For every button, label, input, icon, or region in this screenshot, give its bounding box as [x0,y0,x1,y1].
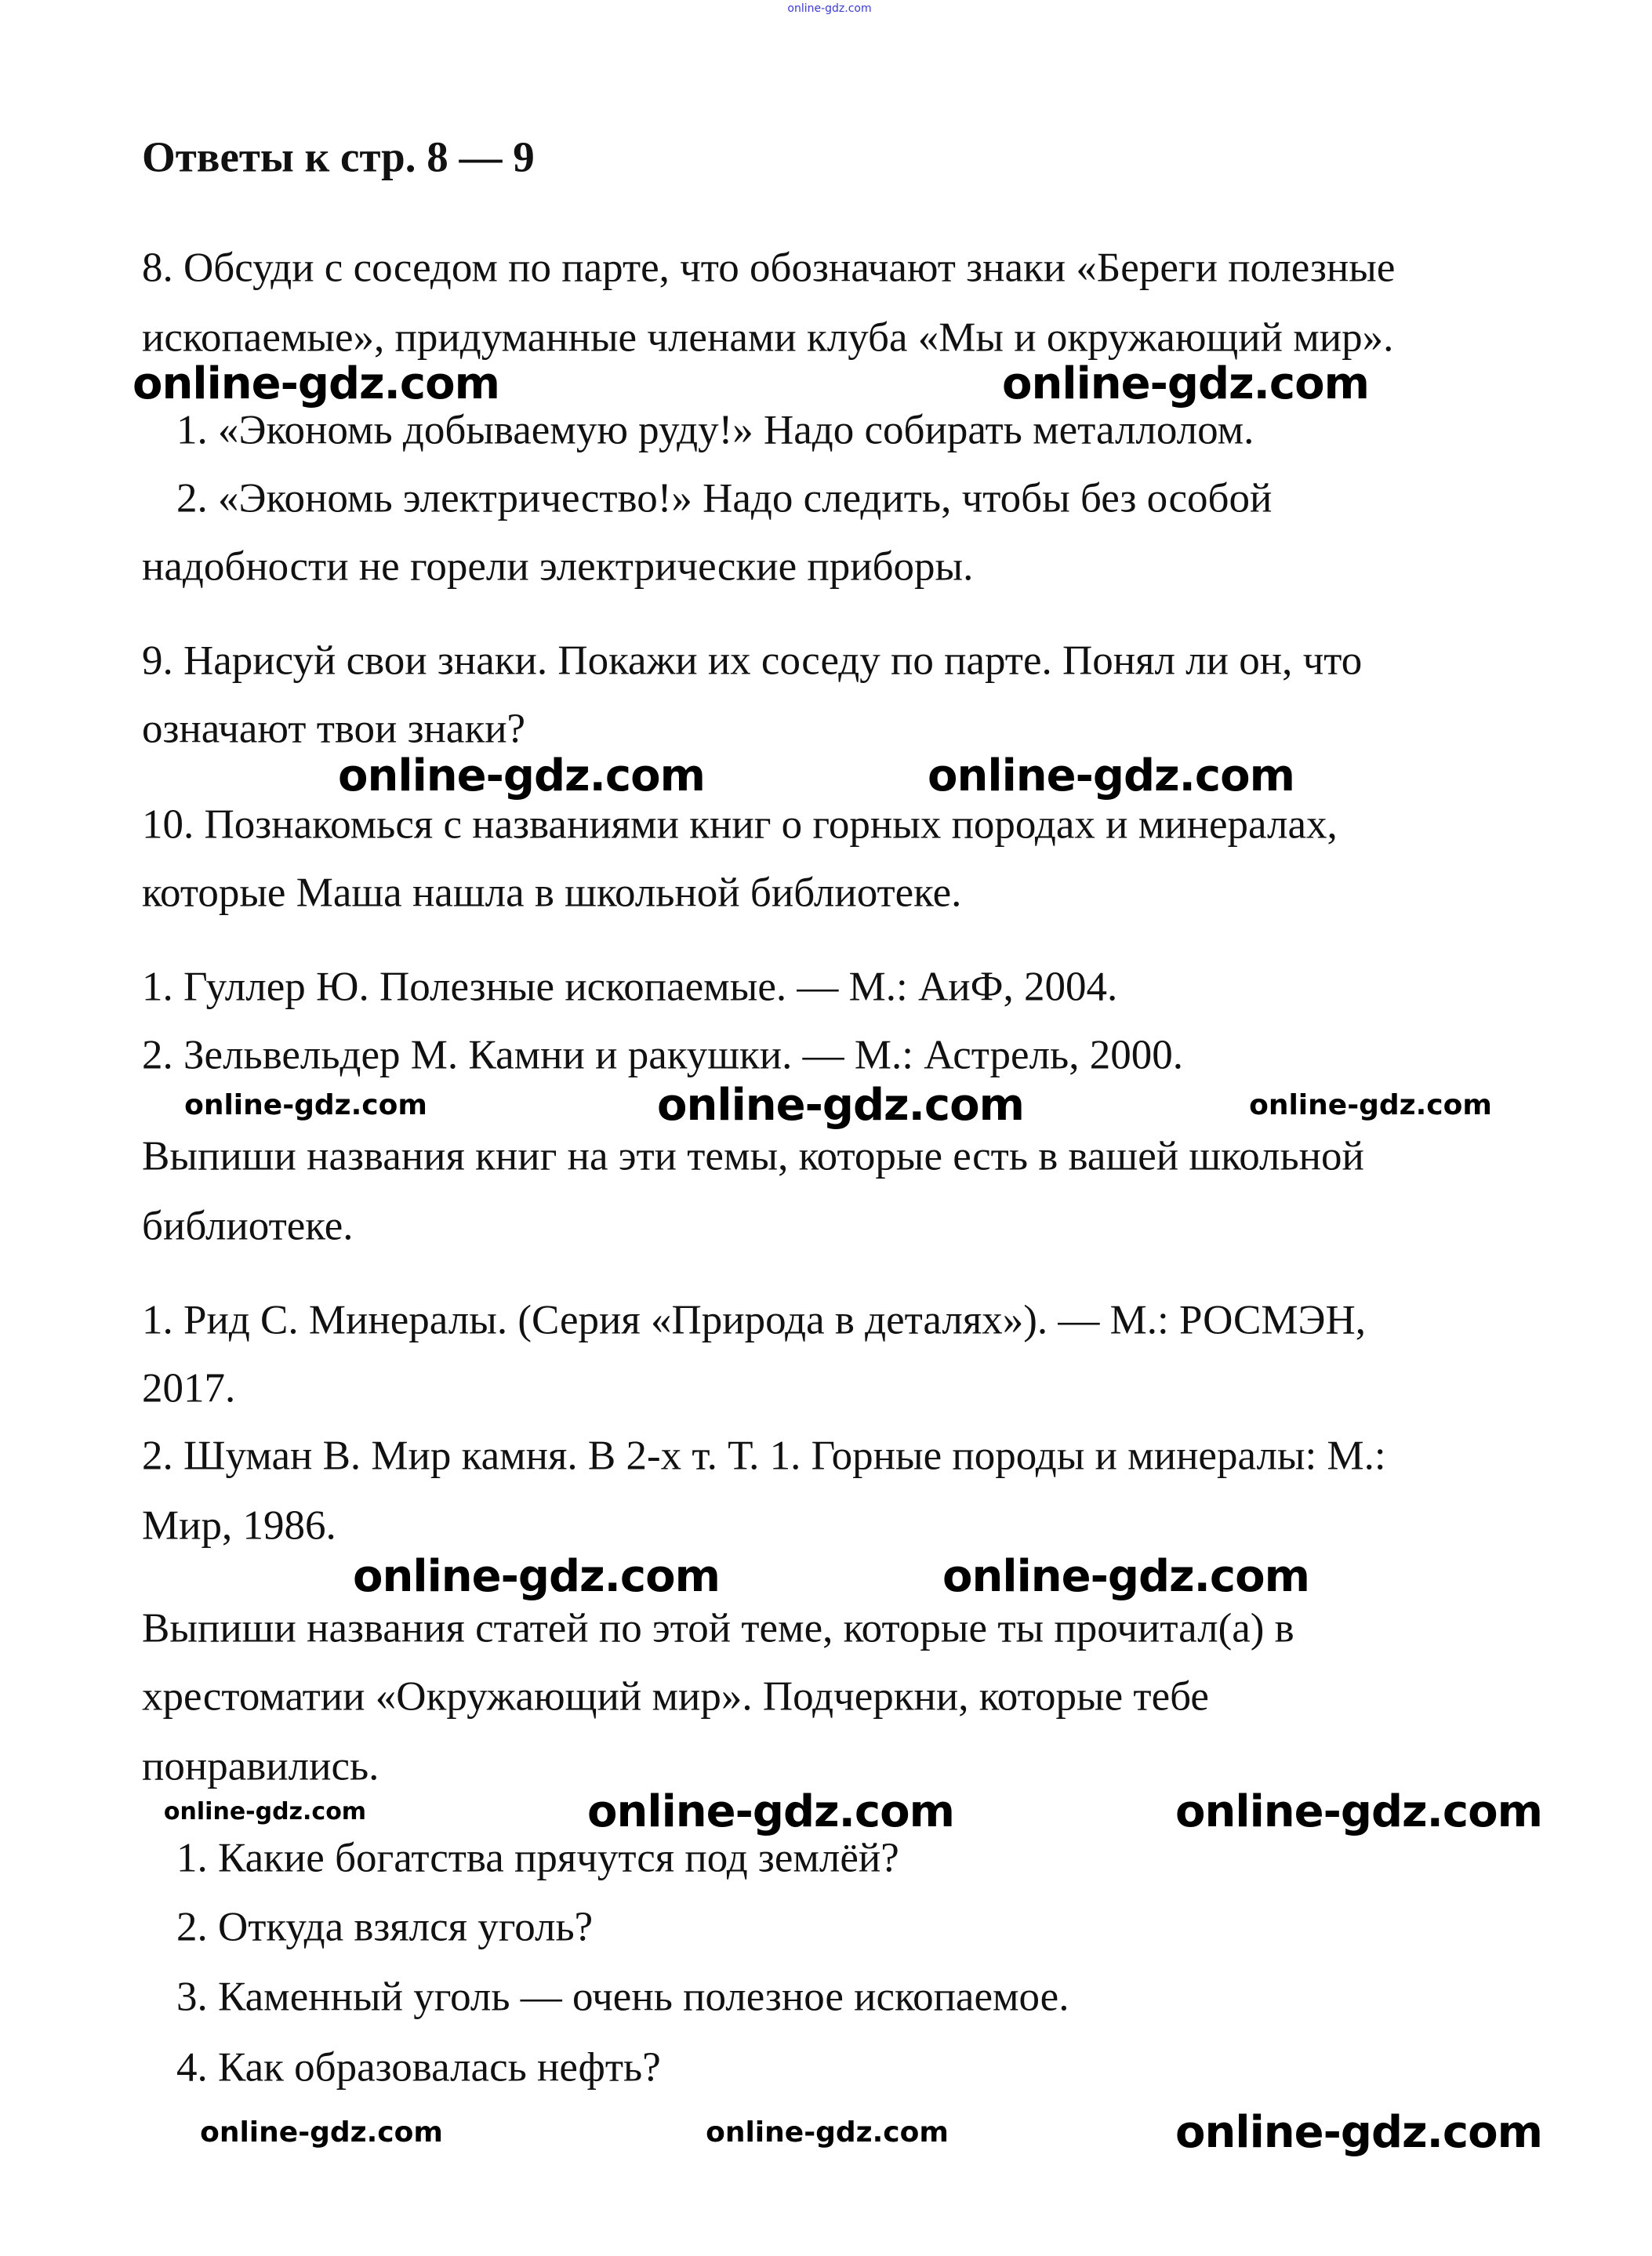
watermark: online-gdz.com [587,1786,954,1837]
answer-8-line: 1. «Экономь добываемую руду!» Надо собирать металлолом. [176,407,1254,453]
watermark: online-gdz.com [163,1798,367,1826]
watermark: online-gdz.com [1002,358,1369,409]
question-9-line: означают твои знаки? [142,706,526,752]
watermark: online-gdz.com [200,2116,443,2149]
answer-book: Мир, 1986. [142,1502,336,1549]
question-10-line: 10. Познакомься с названиями книг о горных породах и минералах, [142,801,1338,848]
article-item: 2. Откуда взялся уголь? [176,1904,594,1950]
task-line: хрестоматии «Окружающий мир». Подчеркни, которые тебе [142,1673,1209,1720]
answer-book: 1. Рид С. Минералы. (Серия «Природа в деталях»). — М.: РОСМЭН, [142,1297,1367,1343]
book-item: 2. Зельвельдер М. Камни и ракушки. — М.: Астрель, 2000. [142,1032,1183,1078]
watermark: online-gdz.com [928,750,1294,801]
question-9-line: 9. Нарисуй свои знаки. Покажи их соседу по парте. Понял ли он, что [142,638,1363,684]
watermark: online-gdz.com [657,1080,1024,1131]
answer-8-line: 2. «Экономь электричество!» Надо следить, чтобы без особой [176,475,1273,521]
page-title: Ответы к стр. 8 — 9 [142,133,535,181]
task-line: Выпиши названия статей по этой теме, которые ты прочитал(а) в [142,1605,1294,1651]
watermark: online-gdz.com [1175,1786,1542,1837]
task-line: понравились. [142,1743,379,1789]
watermark: online-gdz.com [184,1089,427,1121]
book-item: 1. Гуллер Ю. Полезные ископаемые. — М.: АиФ, 2004. [142,964,1118,1010]
article-item: 1. Какие богатства прячутся под землёй? [176,1835,899,1881]
task-line: Выпиши названия книг на эти темы, которые есть в вашей школьной [142,1133,1364,1179]
top-watermark: online-gdz.com [787,2,872,15]
watermark: online-gdz.com [1249,1089,1492,1121]
answer-book: 2017. [142,1365,236,1411]
watermark: online-gdz.com [353,1551,720,1602]
watermark: online-gdz.com [942,1551,1309,1602]
article-item: 4. Как образовалась нефть? [176,2044,661,2091]
task-line: библиотеке. [142,1203,354,1249]
answer-8-line: надобности не горели электрические приборы. [142,543,974,590]
watermark: online-gdz.com [338,750,705,801]
watermark: online-gdz.com [706,2116,949,2149]
answer-book: 2. Шуман В. Мир камня. В 2-х т. Т. 1. Горные породы и минералы: М.: [142,1433,1386,1479]
question-8-line: 8. Обсуди с соседом по парте, что обозначают знаки «Береги полезные [142,245,1396,291]
question-8-line: ископаемые», придуманные членами клуба «Мы и окружающий мир». [142,314,1394,361]
watermark: online-gdz.com [133,358,499,409]
question-10-line: которые Маша нашла в школьной библиотеке. [142,870,962,916]
watermark: online-gdz.com [1175,2107,1542,2158]
article-item: 3. Каменный уголь — очень полезное ископаемое. [176,1974,1069,2020]
